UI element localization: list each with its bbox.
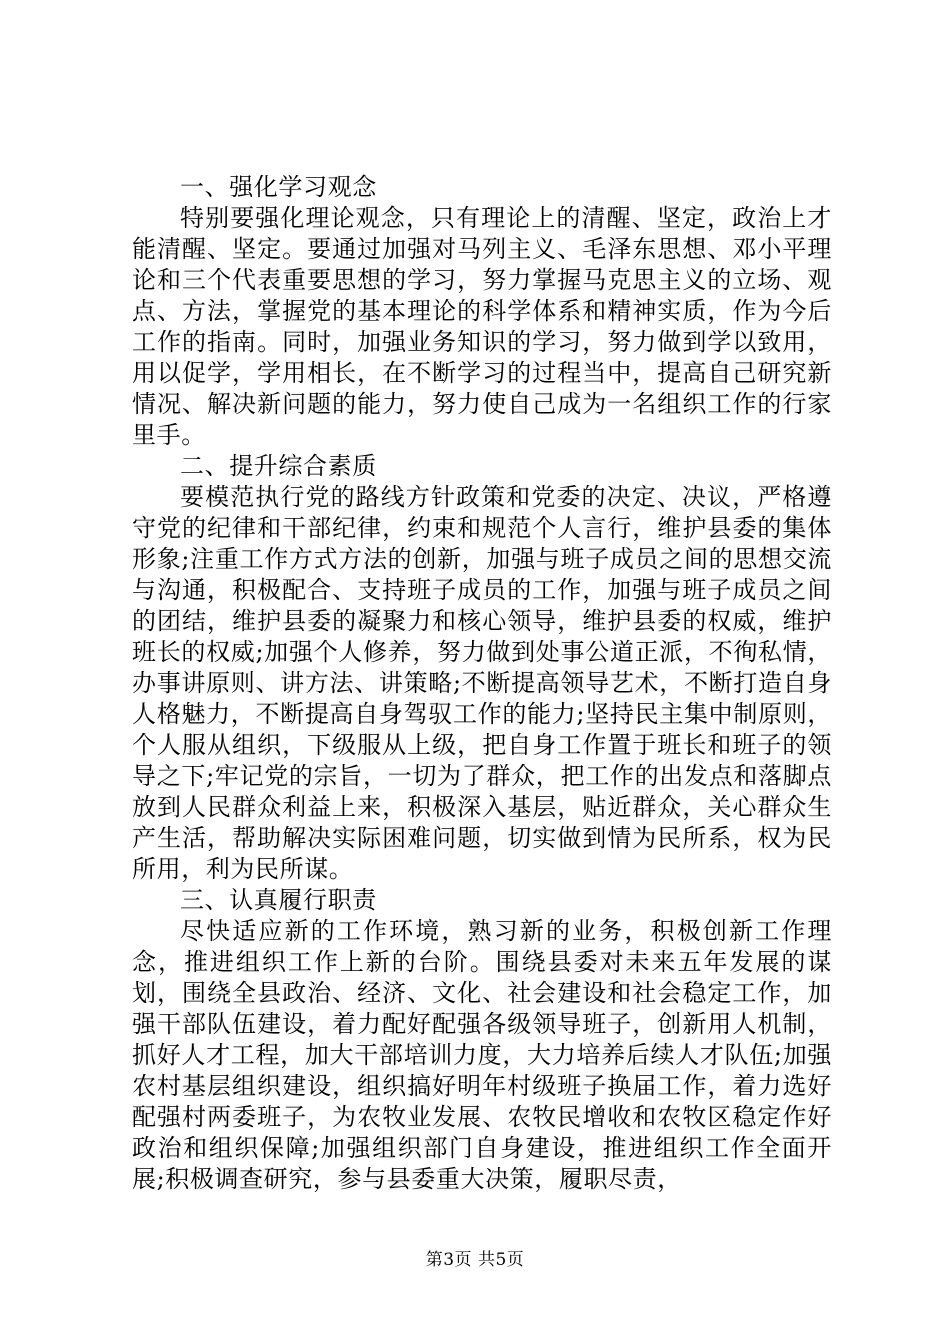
page-number-footer: 第3页 共5页 (425, 1250, 525, 1270)
section-heading-2: 二、提升综合素质 (180, 452, 377, 480)
section-heading-1: 一、强化学习观念 (180, 173, 377, 201)
document-body (132, 172, 832, 1195)
section-paragraph-2: 要模范执行党的路线方针政策和党委的决定、决议，严格遵守党的纪律和干部纪律，约束和规范个人言行，维护县委的集体形象;注重工作方式方法的创新，加强与班子成员之间的思想交流与沟通，积极配合、支持班子成员的工作，加强与班子成员之间的团结，维护县委的凝聚力和核心领导，维护县委的权威，维护班长的权威;加强个人修养，努力做到处事公道正派，不徇私情，办事讲原则、讲方法、讲策略;不断提高领导艺术，不断打造自身人格魅力，不断提高自身驾驭工作的能力;坚持民主集中制原则，个人服从组织，下级服从上级，把自身工作置于班长和班子的领导之下;牢记党的宗旨，一切为了群众，把工作的出发点和落脚点放到人民群众利益上来，积极深入基层，贴近群众，关心群众生产生活，帮助解决实际困难问题，切实做到情为民所系，权为民所用，利为民所谋。 (132, 483, 832, 883)
section-paragraph-1: 特别要强化理论观念，只有理论上的清醒、坚定，政治上才能清醒、坚定。要通过加强对马列主义、毛泽东思想、邓小平理论和三个代表重要思想的学习，努力掌握马克思主义的立场、观点、方法，掌握党的基本理论的科学体系和精神实质，作为今后工作的指南。同时，加强业务知识的学习，努力做到学以致用，用以促学，学用相长，在不断学习的过程当中，提高自己研究新情况、解决新问题的能力，努力使自己成为一名组织工作的行家里手。 (132, 204, 832, 449)
section-heading-3: 三、认真履行职责 (180, 886, 377, 914)
section-paragraph-3: 尽快适应新的工作环境，熟习新的业务，积极创新工作理念，推进组织工作上新的台阶。围绕县委对未来五年发展的谋划，围绕全县政治、经济、文化、社会建设和社会稳定工作，加强干部队伍建设，着力配好配强各级领导班子，创新用人机制，抓好人才工程，加大干部培训力度，大力培养后续人才队伍;加强农村基层组织建设，组织搞好明年村级班子换届工作，着力选好配强村两委班子，为农牧业发展、农牧民增收和农牧区稳定作好政治和组织保障;加强组织部门自身建设，推进组织工作全面开展;积极调查研究，参与县委重大决策，履职尽责， (132, 917, 832, 1193)
